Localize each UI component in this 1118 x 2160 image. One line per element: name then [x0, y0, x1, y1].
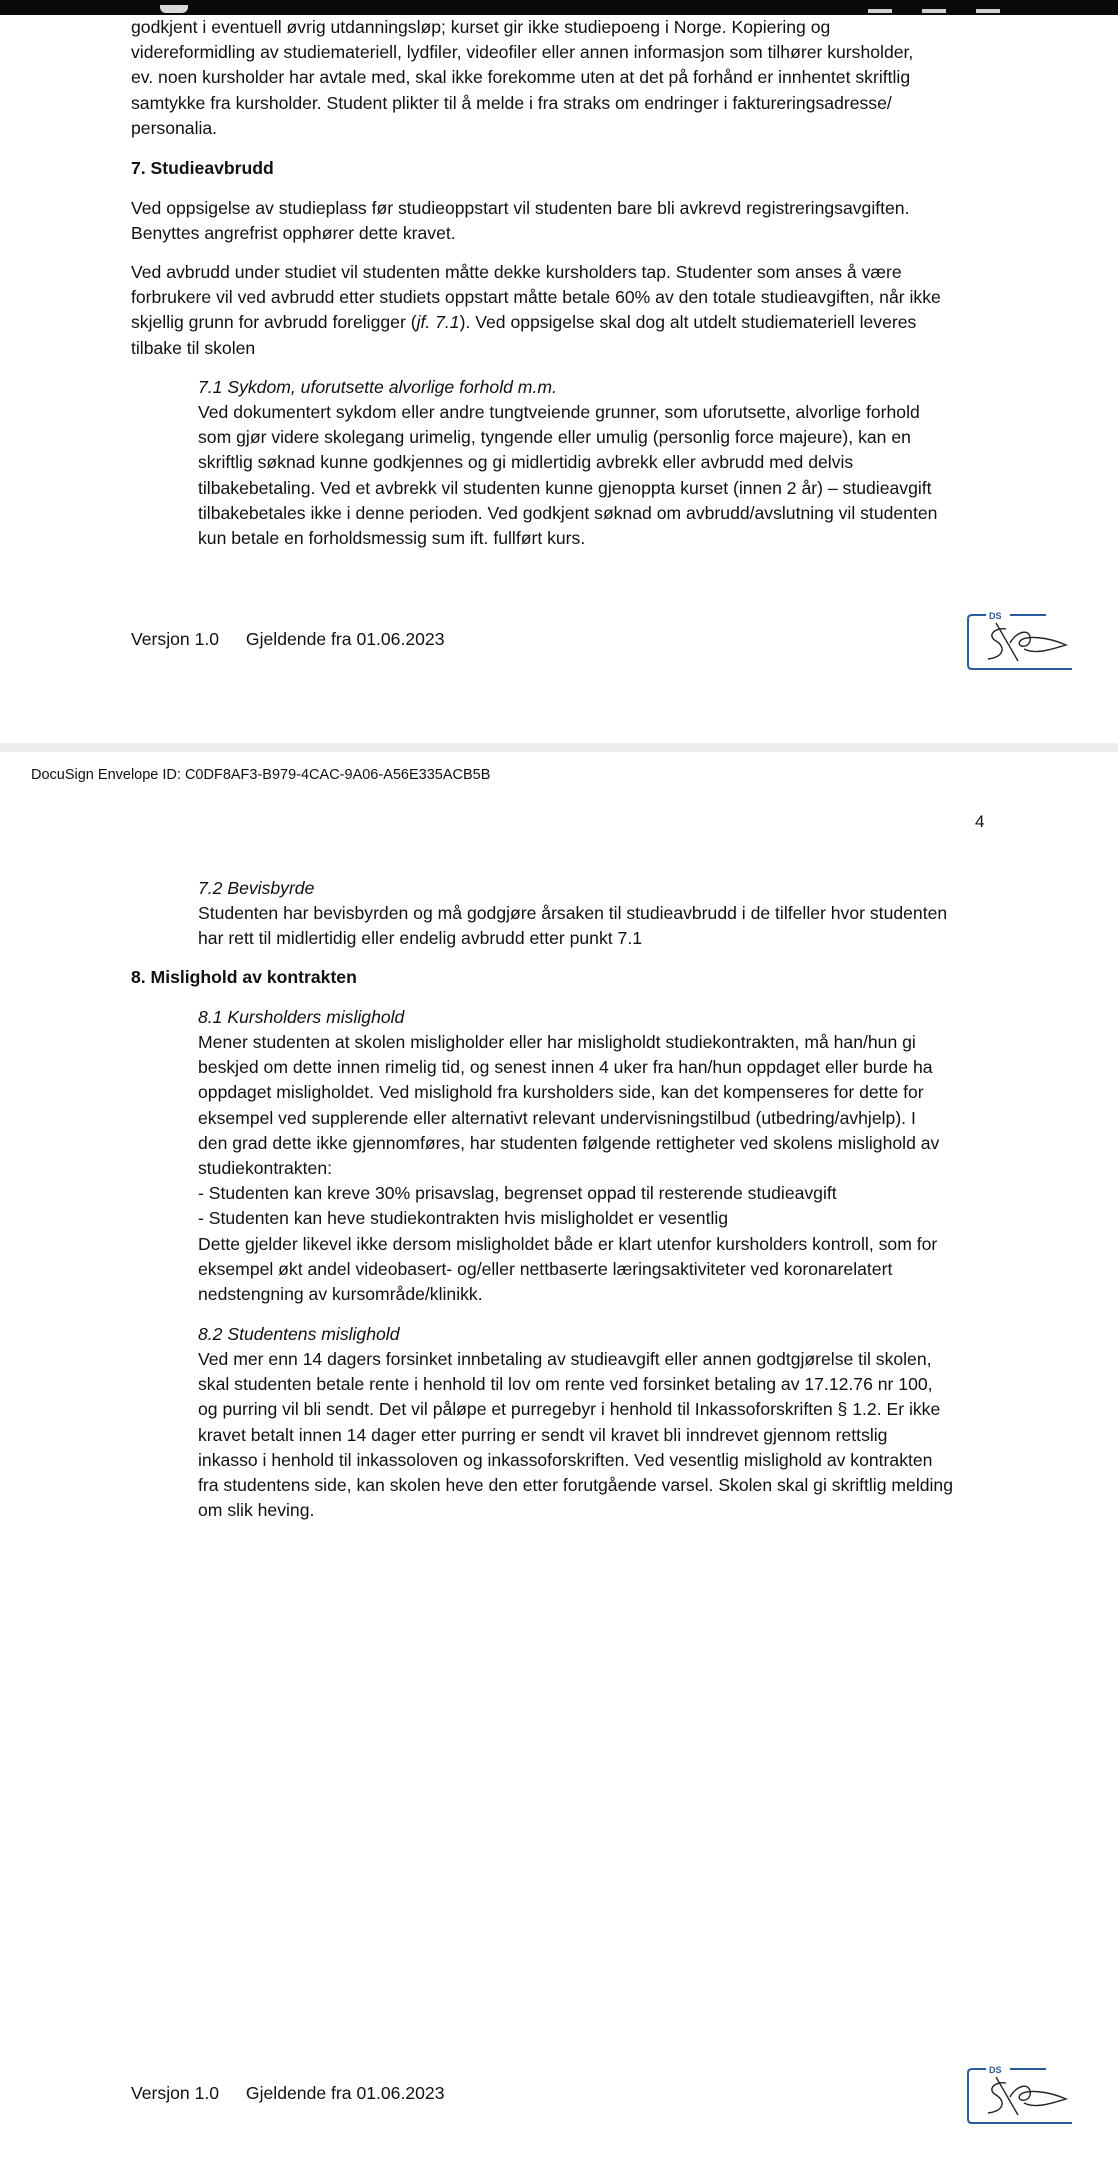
intro-line: ev. noen kursholder har avtale med, skal ikke forekomme uten at det på forhånd er innhentet skriftlig	[131, 67, 911, 88]
paragraph-line: skriftlig søknad kunne godkjennes og gi midlertidig avbrekk eller avbrudd med delvis	[198, 452, 854, 473]
paragraph-line: Dette gjelder likevel ikke dersom misligholdet både er klart utenfor kursholders kontroll, som for	[198, 1233, 938, 1254]
paragraph-line: kravet betalt innen 14 dager etter purring er sendt vil kravet bli inndrevet gjennom rettslig	[198, 1424, 888, 1445]
paragraph-line: Studenten har bevisbyrden og må godgjøre årsaken til studieavbrudd i de tilfeller hvor studenten	[198, 903, 948, 923]
cross-reference: jf. 7.1	[416, 312, 460, 333]
paragraph-line: Benyttes angrefrist opphører dette kravet.	[131, 223, 456, 244]
paragraph-line: fra studentens side, kan skolen heve den etter forutgående varsel. Skolen skal gi skriftlig melding	[198, 1475, 954, 1496]
paragraph-line: skal studenten betale rente i henhold til lov om rente ved forsinket betaling av 17.12.76 nr 100,	[198, 1374, 933, 1395]
paragraph-line: kun betale en forholdsmessig sum ift. fullført kurs.	[198, 528, 586, 549]
paragraph-line: Ved oppsigelse av studieplass før studieoppstart vil studenten bare bli avkrevd registreringsavgiften.	[131, 198, 910, 218]
status-bar-left-icons	[160, 0, 230, 8]
signature-stamp-label: DS	[989, 611, 1002, 621]
docusign-signature-stamp	[966, 609, 1076, 671]
text-run: ). Ved oppsigelse skal dog alt utdelt studiemateriell leveres	[459, 312, 917, 333]
footer-valid-from: Gjeldende fra 01.06.2023	[245, 629, 445, 649]
status-bar	[0, 0, 1118, 15]
intro-line: godkjent i eventuell øvrig utdanningsløp; kurset gir ikke studiepoeng i Norge. Kopiering og	[131, 17, 831, 37]
signature-stamp-label: DS	[989, 2065, 1002, 2075]
subsection-7-2-paragraph	[198, 901, 993, 951]
paragraph-line: Ved dokumentert sykdom eller andre tungtveiende grunner, som uforutsette, alvorlige forhold	[198, 402, 920, 422]
footer-version: Versjon 1.0	[131, 2083, 220, 2103]
paragraph-line: tilbakebetales ikke i denne perioden. Ved godkjent søknad om avbrudd/avslutning vil studenten	[198, 502, 938, 523]
paragraph-line: inkasso i henhold til inkassoloven og inkassoforskriften. Ved vesentlig mislighold av kontrakten	[198, 1449, 933, 1470]
paragraph-line: eksempel ved supplerende eller alternativt relevant undervisningstilbud (utbedring/avhjelp). I	[198, 1107, 916, 1128]
subsection-7-1-heading: 7.1 Sykdom, uforutsette alvorlige forhold m.m.	[198, 377, 557, 397]
subsection-8-2-paragraph	[198, 1347, 993, 1523]
paragraph-line: og purring vil bli sendt. Det vil påløpe et purregebyr i henhold til Inkassoforskriften § 1.2. Er ikke	[198, 1399, 941, 1420]
document-page-3	[0, 15, 1118, 743]
paragraph-line: - Studenten kan heve studiekontrakten hvis misligholdet er vesentlig	[198, 1208, 729, 1229]
docusign-envelope-id: DocuSign Envelope ID: C0DF8AF3-B979-4CAC-9A06-A56E335ACB5B	[31, 767, 491, 783]
subsection-8-2-heading: 8.2 Studentens mislighold	[198, 1324, 400, 1344]
paragraph-line: tilbakebetaling. Ved et avbrekk vil studenten kunne gjenoppta kurset (innen 2 år) – studieavgift	[198, 477, 932, 498]
paragraph-line	[131, 310, 991, 335]
subsection-8-1-paragraph	[198, 1030, 993, 1307]
section-7-paragraph-1	[131, 196, 991, 246]
intro-line: samtykke fra kursholder. Student plikter til å melde i fra straks om endringer i faktureringsadresse/	[131, 92, 892, 113]
paragraph-line: eksempel økt andel videobasert- og/eller nettbaserte læringsaktiviteter ved koronarelatert	[198, 1258, 893, 1279]
handwritten-signature	[988, 2077, 1066, 2115]
footer-valid-from: Gjeldende fra 01.06.2023	[245, 2083, 445, 2103]
intro-line: personalia.	[131, 117, 218, 138]
paragraph-line: tilbake til skolen	[131, 337, 256, 358]
page-number: 4	[975, 812, 985, 831]
docusign-signature-stamp	[966, 2063, 1076, 2125]
section-8-heading: 8. Mislighold av kontrakten	[131, 967, 357, 987]
handwritten-signature	[988, 623, 1066, 661]
section-7-paragraph-2	[131, 260, 991, 361]
status-bar-right-icons	[838, 0, 1078, 6]
page-footer	[131, 2083, 445, 2104]
paragraph-line: beskjed om dette innen rimelig tid, og senest innen 4 uker fra han/hun oppdaget eller burde ha	[198, 1057, 933, 1078]
page-footer	[131, 629, 445, 650]
text-run: skjellig grunn for avbrudd foreligger (	[131, 312, 417, 333]
subsection-7-1-paragraph	[198, 400, 993, 551]
intro-line: videreformidling av studiemateriell, lydfiler, videofiler eller annen informasjon som tilhører kursholder,	[131, 42, 914, 63]
paragraph-line: som gjør videre skolegang urimelig, tyngende eller umulig (personlig force majeure), kan en	[198, 427, 911, 448]
subsection-7-2-heading: 7.2 Bevisbyrde	[198, 878, 315, 898]
paragraph-line: har rett til midlertidig eller endelig avbrudd etter punkt 7.1	[198, 928, 642, 949]
document-page-4	[0, 752, 1118, 2160]
footer-version: Versjon 1.0	[131, 629, 220, 649]
paragraph-line: Mener studenten at skolen misligholder eller har misligholdt studiekontrakten, må han/hun gi	[198, 1032, 916, 1052]
paragraph-line: studiekontrakten:	[198, 1158, 332, 1179]
section-7-heading: 7. Studieavbrudd	[131, 158, 274, 178]
subsection-8-1-heading: 8.1 Kursholders mislighold	[198, 1007, 405, 1027]
paragraph-line: forbrukere vil ved avbrudd etter studiets oppstart måtte betale 60% av den totale studieavgiften, når ikke	[131, 287, 941, 308]
paragraph-line: om slik heving.	[198, 1500, 315, 1521]
intro-paragraph	[131, 15, 991, 141]
paragraph-line: nedstengning av kursområde/klinikk.	[198, 1284, 483, 1305]
paragraph-line: oppdaget misligholdet. Ved mislighold fra kursholders side, kan det kompenseres for dette for	[198, 1082, 924, 1103]
paragraph-line: den grad dette ikke gjennomføres, har studenten følgende rettigheter ved skolens mislighold av	[198, 1132, 940, 1153]
paragraph-line: Ved avbrudd under studiet vil studenten måtte dekke kursholders tap. Studenter som anses å være	[131, 262, 902, 282]
paragraph-line: Ved mer enn 14 dagers forsinket innbetaling av studieavgift eller annen godtgjørelse til skolen,	[198, 1349, 932, 1369]
page-separator	[0, 743, 1118, 752]
paragraph-line: - Studenten kan kreve 30% prisavslag, begrenset oppad til resterende studieavgift	[198, 1183, 837, 1204]
